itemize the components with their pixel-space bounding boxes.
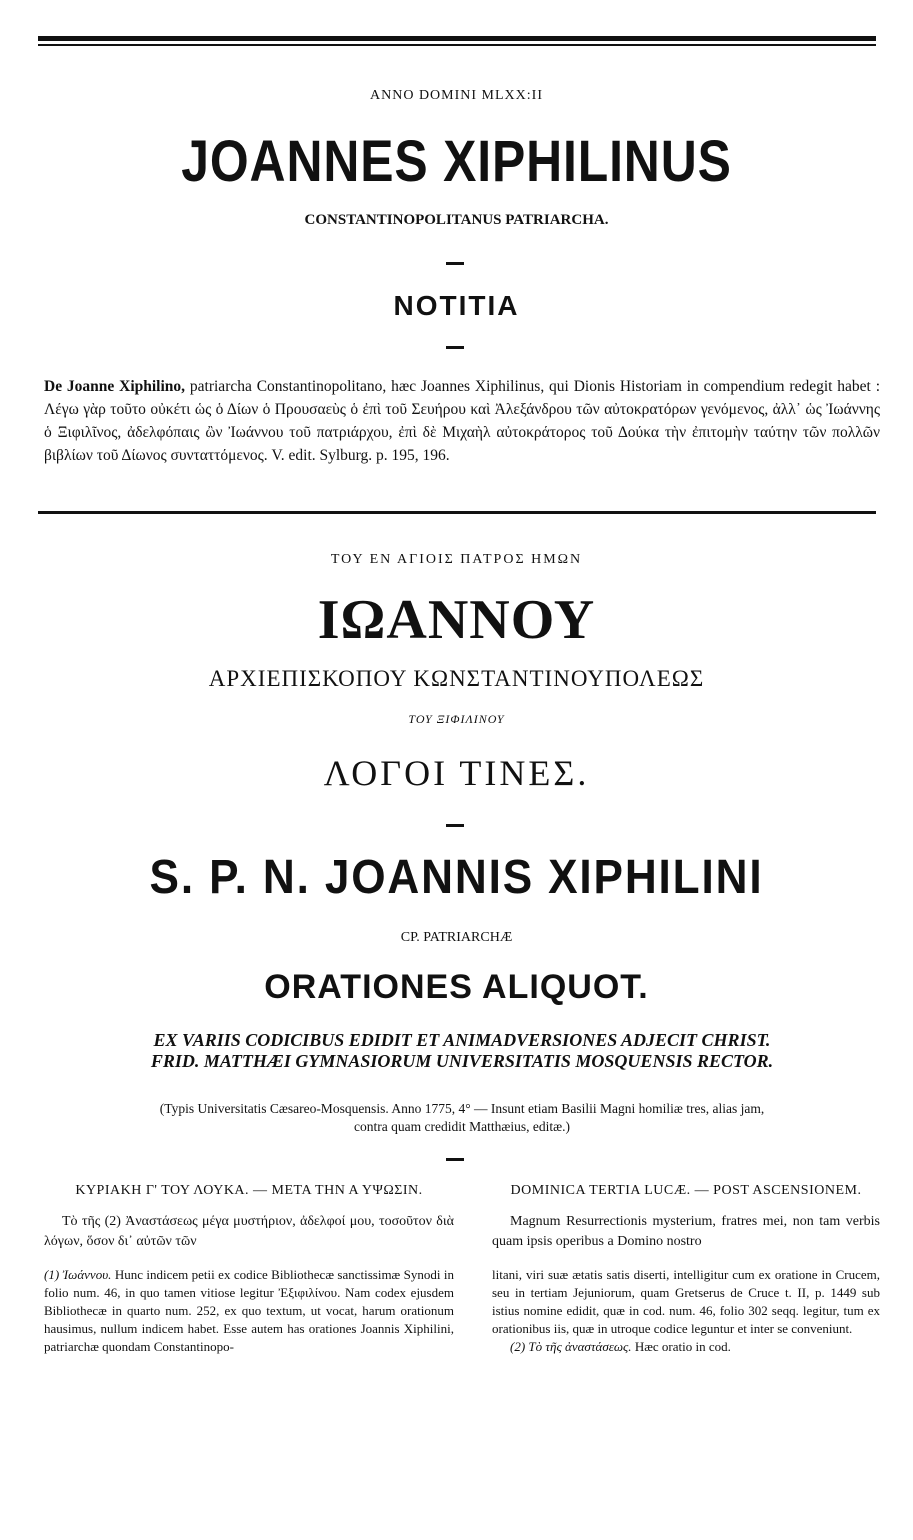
greek-heading-line2: ΑΡΧΙΕΠΙΣΚΟΠΟΥ ΚΩΝΣΤΑΝΤΙΝΟΥΠΟΛΕΩΣ <box>208 666 705 691</box>
right-column-footnote-2 <box>492 1338 880 1356</box>
right-column <box>492 1182 880 1356</box>
greek-heading-line1: ΤΟΥ ΕΝ ΑΓΙΟΙΣ ΠΑΤΡΟΣ ΗΜΩΝ <box>330 552 583 567</box>
notitia-text: patriarcha Constantinopolitano, hæc Joannes Xiphilinus, qui Dionis Historiam in compendium redegit habet : Λέγω γὰρ τοῦτο οὐκέτι ὡς ὁ Δίων ὁ Προυσαεὺς ὁ ἐπὶ τοῦ Σευήρου καὶ Ἀλεξάνδρου τῶν αὐτοκρατόρων γενόμενος, ἀλλ᾽ ὡς Ἰωάννης ὁ Ξιφιλῖνος, ἀδελφόπαις ὢν Ἰωάννου τοῦ πατριάρχου, ἐπὶ δὲ Μιχαὴλ αὐτοκράτορος τοῦ Δούκα τὴν ἐπιτομὴν ταύτην τῶν πολλῶν βιβλίων τοῦ Δίωνος συνταττόμενος. V. edit. Sylburg. p. 195, 196. <box>44 378 880 464</box>
imprint-line2: contra quam credidit Matthæius, editæ.) <box>354 1119 570 1134</box>
divider-dash <box>446 1158 464 1161</box>
latin-subtitle: CP. PATRIARCHÆ <box>400 930 513 945</box>
divider-dash <box>446 262 464 265</box>
left-column <box>44 1182 454 1356</box>
notitia-heading: NOTITIA <box>393 290 520 321</box>
imprint-line1: (Typis Universitatis Cæsareo-Mosquensis. Anno 1775, 4° — Insunt etiam Basilii Magni homiliæ tres, alias jam, <box>159 1101 765 1116</box>
middle-rule <box>38 511 876 514</box>
divider-dash <box>446 824 464 827</box>
footnote-marker-2: (2) Τὸ τῆς ἀναστάσεως. <box>510 1339 632 1354</box>
footnote-continuation: litani, viri suæ ætatis satis diserti, intelligitur cum ex oratione in Crucem, seu in tertiam Jejuniorum, quam Gretserus de Cruce t. II, p. 1449 sub istius nomine edidit, quæ in cod. num. 46, folio 302 seqq. legitur, tum ex orationibus iis, quæ in utroque codice leguntur et inter se conveniunt. <box>492 1267 880 1336</box>
editor-statement <box>44 1030 880 1072</box>
anno-domini: ANNO DOMINI MLXX:II <box>370 88 543 103</box>
right-column-footnote <box>492 1266 880 1338</box>
left-column-text: Τὸ τῆς (2) Ἀναστάσεως μέγα μυστήριον, ἀδελφοί μου, τοσοῦτον διὰ λόγων, ὅσον δι᾽ αὐτῶν τῶν <box>44 1214 454 1249</box>
top-rule <box>38 36 876 41</box>
left-column-heading: ΚΥΡΙΑΚΗ Γ' ΤΟΥ ΛΟΥΚΑ. — ΜΕΤΑ ΤΗΝ Α ΥΨΩΣΙΝ. <box>75 1183 423 1198</box>
left-column-footnote <box>44 1266 454 1356</box>
greek-heading-line3: ΤΟΥ ΞΙΦΙΛΙΝΟΥ <box>408 712 505 726</box>
imprint-note <box>44 1100 880 1136</box>
divider-dash <box>446 346 464 349</box>
footnote-marker: (1) Ἰωάννου. <box>44 1267 112 1282</box>
right-column-heading: DOMINICA TERTIA LUCÆ. — POST ASCENSIONEM. <box>510 1183 862 1198</box>
top-rule-thin <box>38 44 876 46</box>
latin-title: S. P. N. JOANNIS XIPHILINI <box>149 851 764 904</box>
greek-name: ΙΩΑΝΝΟΥ <box>317 589 596 651</box>
orationes-title: ORATIONES ALIQUOT. <box>264 968 649 1006</box>
editor-line1: EX VARIIS CODICIBUS EDIDIT ET ANIMADVERSIONES ADJECIT CHRIST. <box>153 1030 771 1050</box>
footnote-text-2: Hæc oratio in cod. <box>634 1339 731 1354</box>
editor-line2: FRID. MATTHÆI GYMNASIORUM UNIVERSITATIS MOSQUENSIS RECTOR. <box>150 1051 774 1071</box>
footnote-text: Hunc indicem petii ex codice Bibliothecæ sanctissimæ Synodi in folio num. 46, in quo tamen vitiose legitur Ἐξιφιλίνου. Nam codex ejusdem Bibliothecæ in quarto num. 252, ex quo textum, ut vocat, harum orationum hausimus, nullum indicem habet. Esse autem has orationes Joannis Xiphilini, patriarchæ quondam Constantinopo- <box>44 1267 454 1354</box>
notitia-lead: De Joanne Xiphilino, <box>44 378 186 395</box>
greek-heading-line4: ΛΟΓΟΙ ΤΙΝΕΣ. <box>323 753 590 793</box>
right-column-text: Magnum Resurrectionis mysterium, fratres mei, non tam verbis quam ipsis operibus a Domino nostro <box>492 1214 880 1249</box>
author-subtitle: CONSTANTINOPOLITANUS PATRIARCHA. <box>304 212 609 228</box>
notitia-paragraph <box>44 375 880 467</box>
author-title: JOANNES XIPHILINUS <box>181 129 732 194</box>
